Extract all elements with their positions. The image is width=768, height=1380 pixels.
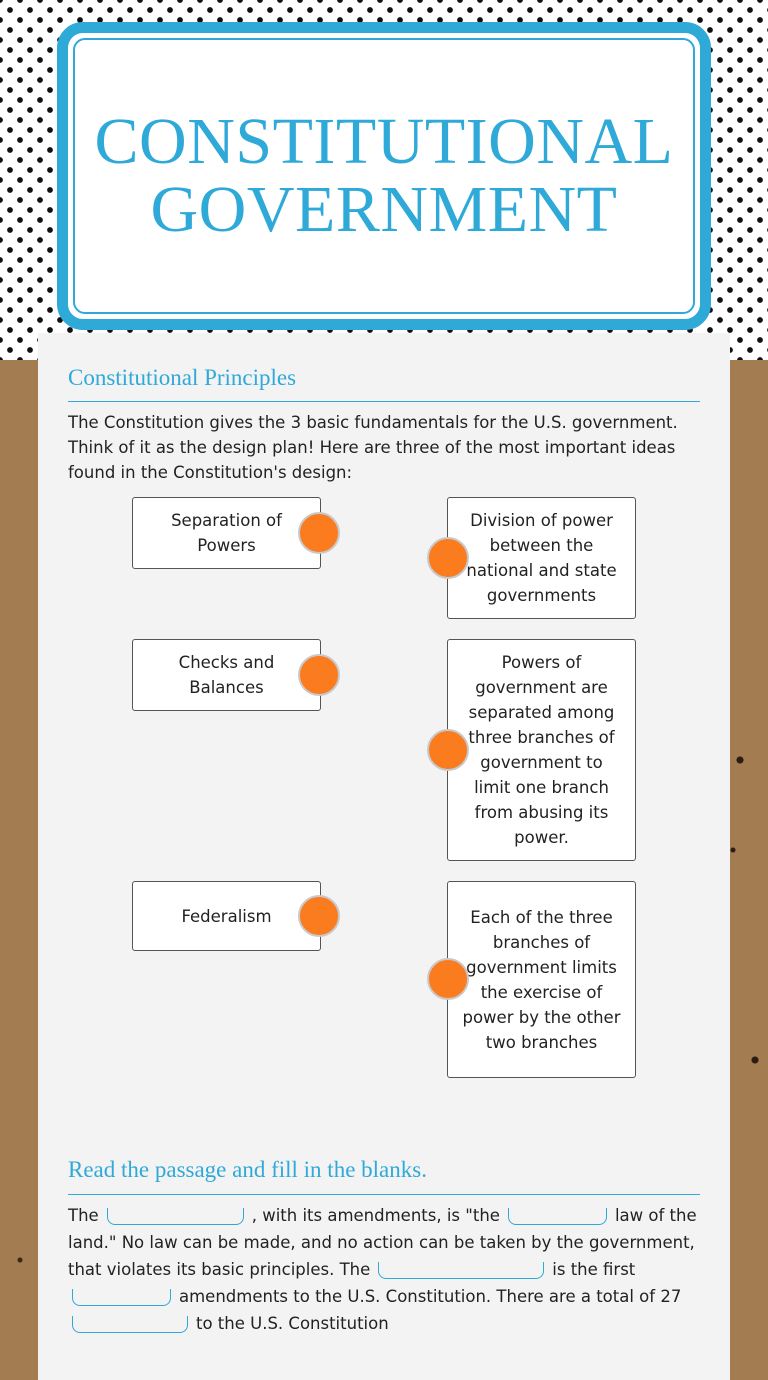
match-right-label: Division of power between the national and state governments [466,511,617,605]
match-left-label: Federalism [181,906,272,926]
match-right-card-2[interactable] [447,639,636,861]
section-heading-principles: Constitutional Principles [68,365,297,390]
fill-in-passage [68,1202,702,1337]
passage-text: , with its amendments, is "the [251,1206,500,1225]
passage-text: The [68,1206,99,1225]
worksheet-panel [38,333,730,1380]
match-right-label: Each of the three branches of government limits the exercise of power by the other two branches [462,907,621,1052]
page-title [94,105,674,246]
passage-text: amendments to the U.S. Constitution. There are a total of 27 [179,1287,682,1306]
passage-text: is the first [552,1260,636,1279]
match-connector-dot[interactable] [298,512,340,554]
title-line-2: GOVERNMENT [150,173,618,246]
section-divider [68,401,700,402]
match-connector-dot[interactable] [298,895,340,937]
blank-input-3[interactable] [378,1262,544,1279]
match-connector-dot[interactable] [427,729,469,771]
match-left-label: Checks and Balances [178,653,275,697]
match-connector-dot[interactable] [298,654,340,696]
blank-input-5[interactable] [72,1316,188,1333]
match-left-card-1[interactable] [132,497,321,569]
section-heading-passage: Read the passage and fill in the blanks. [68,1157,427,1182]
intro-text: The Constitution gives the 3 basic fundamentals for the U.S. government. Think of it as the design plan! Here are three of the most important ideas found in the Constitution's design: [68,413,678,482]
blank-input-4[interactable] [72,1289,171,1306]
title-inner-frame [73,38,695,314]
match-left-card-3[interactable] [132,881,321,951]
match-connector-dot[interactable] [427,958,469,1000]
match-left-label: Separation of Powers [171,511,282,555]
title-line-1: CONSTITUTIONAL [94,105,674,178]
match-left-card-2[interactable] [132,639,321,711]
passage-text: to the U.S. Constitution [196,1314,389,1333]
match-right-card-3[interactable] [447,881,636,1078]
title-card [57,22,711,330]
section-divider [68,1194,700,1195]
blank-input-1[interactable] [107,1208,244,1225]
match-connector-dot[interactable] [427,537,469,579]
blank-input-2[interactable] [508,1208,607,1225]
passage-text: law of the land." No law can be made, and no action can be taken by the government, that violates its basic principles. The [68,1206,697,1279]
match-right-card-1[interactable] [447,497,636,619]
match-right-label: Powers of government are separated among three branches of government to limit one branch from abusing its power. [468,653,615,847]
